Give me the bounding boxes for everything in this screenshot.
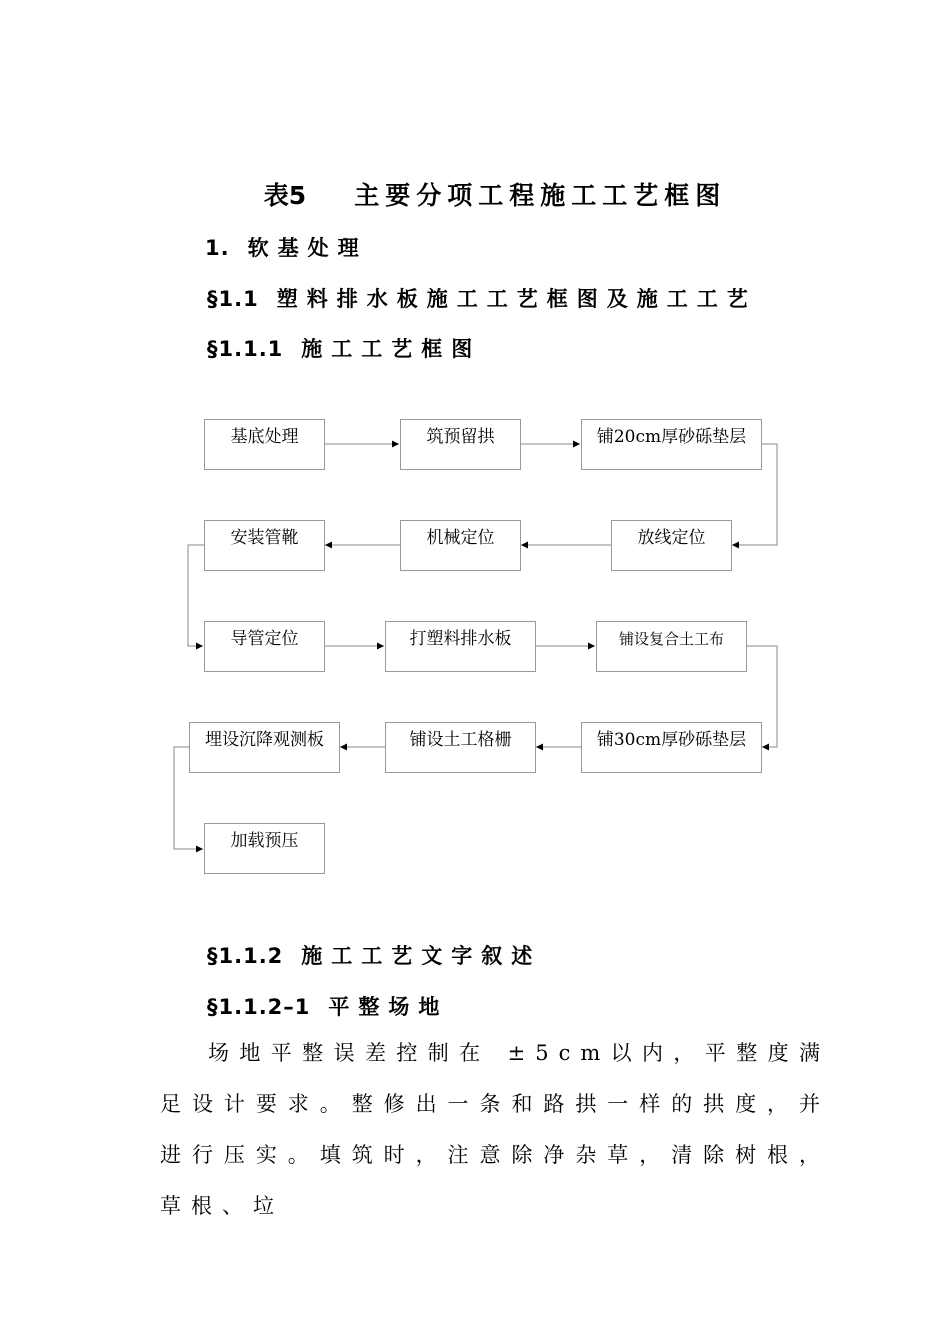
heading-1-1-1-number: §1.1.1 [207,337,284,361]
flow-box-base-treatment: 基底处理 [204,419,325,470]
heading-1-1-2 [207,940,541,970]
flow-box-reserved-camber: 筑预留拱 [400,419,521,470]
flow-box-gravel-cushion-30cm: 铺30cm厚砂砾垫层 [581,722,762,773]
flow-box-preload: 加载预压 [204,823,325,874]
heading-1-text: 软基处理 [247,236,368,260]
heading-1-1-number: §1.1 [207,287,259,311]
heading-1-1-text: 塑料排水板施工工艺框图及施工工艺 [276,287,757,311]
flow-box-geogrid: 铺设土工格栅 [385,722,536,773]
flow-box-layout-positioning: 放线定位 [611,520,732,571]
heading-1-1-2-text: 施工工艺文字叙述 [301,944,542,968]
heading-1-1-2-number: §1.1.2 [207,944,284,968]
flow-box-machine-positioning: 机械定位 [400,520,521,571]
heading-1-1-2-1-number: §1.1.2–1 [207,995,311,1019]
flow-box-composite-geotextile: 铺设复合土工布 [596,621,747,672]
body-paragraph: 场地平整误差控制在 ±5cm以内，平整度满足设计要求。整修出一条和路拱一样的拱度，并进行压实。填筑时，注意除净杂草，清除树根，草根、垃 [160,1041,830,1218]
heading-1-1-1-text: 施工工艺框图 [301,337,482,361]
arrow-6-7 [188,545,204,646]
heading-1-number: 1. [205,236,230,260]
flow-box-settlement-plate: 埋设沉降观测板 [189,722,340,773]
flow-box-install-pile-shoe: 安装管靴 [204,520,325,571]
flow-box-gravel-cushion-20cm: 铺20cm厚砂砾垫层 [581,419,762,470]
table-title-number: 表5 [263,181,307,210]
flow-box-drive-drain-board: 打塑料排水板 [385,621,536,672]
heading-1-1-2-1-text: 平整场地 [328,995,449,1019]
heading-1-1-2-1 [207,991,448,1021]
flow-box-conduit-positioning: 导管定位 [204,621,325,672]
table-title-text: 主要分项工程施工工艺框图 [354,181,727,210]
